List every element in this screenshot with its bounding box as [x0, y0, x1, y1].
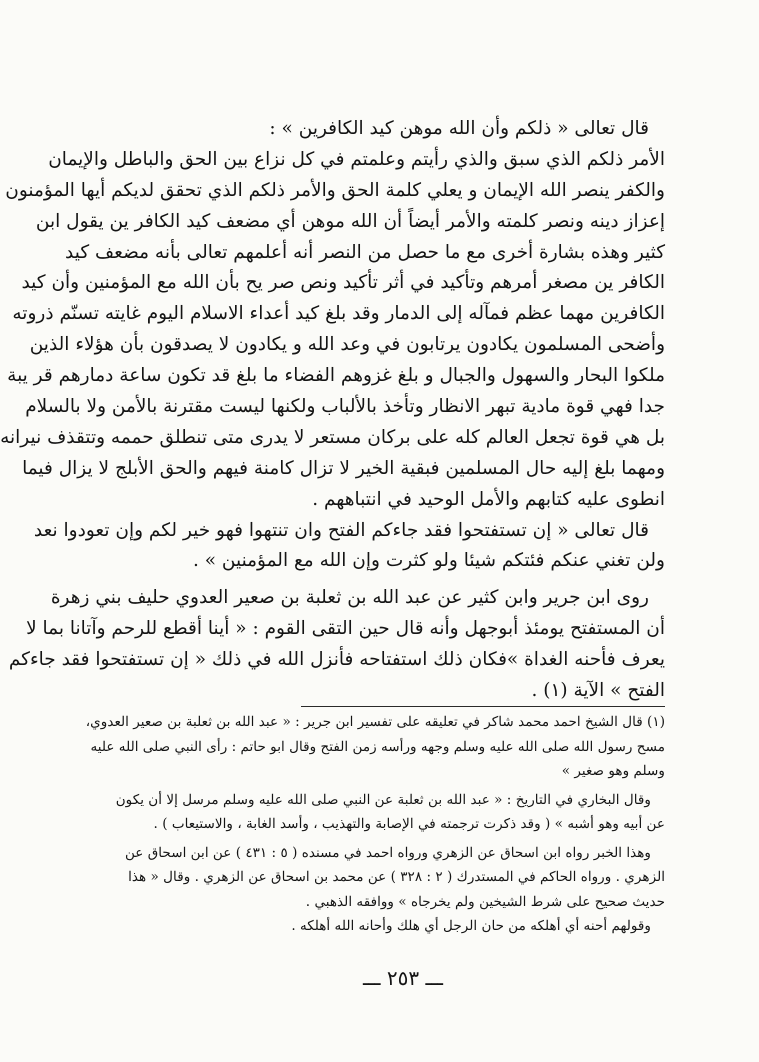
text-line: روى ابن جرير وابن كثير عن عبد الله بن ثعلبة بن صعير العدوي حليف بني زهرة	[50, 587, 649, 609]
paragraph-verse-2	[33, 516, 665, 578]
text-line: كثير وهذه بشارة أخرى مع ما حصل من النصر أنه أعلمهم تعالى بأنه مضعف كيد	[65, 241, 665, 263]
verse-heading-line: قال تعالى « إن تستفتحوا فقد جاءكم الفتح وان تنتهوا فهو خير لكم وإن تعودوا نعد	[33, 519, 649, 541]
text-line: الكافر ين مصغر أمرهم وتأكيد في أثر تأكيد ونص صر يح بأن الله مع المؤمنين وأن كيد	[21, 272, 665, 294]
footnote-line: الزهري . ورواه الحاكم في المستدرك ( ٢ : ٣٢٨ ) عن محمد بن اسحاق عن الزهري . وقال « هذا	[128, 869, 665, 885]
text-line: الفتح » الآية (١) .	[531, 680, 665, 702]
paragraph-narration	[8, 583, 665, 707]
text-line: وأضحى المسلمون يكادون يرتابون في وعد الله و يكادون لا يصدقون بأن هؤلاء الذين	[29, 334, 665, 356]
footnote-line: وقال البخاري في التاريخ : « عبد الله بن ثعلبة عن النبي صلى الله عليه وسلم مرسل إلا أن يكون	[115, 791, 651, 808]
text-line: والكفر ينصر الله الإيمان و يعلي كلمة الحق والأمر ذلكم الذي تحقق لديكم أيها المؤمنون	[5, 179, 665, 201]
footnote-line: وهذا الخبر رواه ابن اسحاق عن الزهري ورواه احمد في مسنده ( ٥ : ٤٣١ ) عن ابن اسحاق عن	[124, 844, 651, 861]
text-line: ولن تغني عنكم فئتكم شيئا ولو كثرت وإن الله مع المؤمنين » .	[192, 550, 665, 572]
verse-heading-line: قال تعالى « ذلكم وأن الله موهن كيد الكافرين » :	[269, 118, 649, 139]
text-line: إعزاز دينه ونصر كلمته والأمر أيضاً أن الله موهن أي مضعف كيد الكافر ين يقول ابن	[35, 210, 665, 232]
text-line: يعرف فأحنه الغداة »فكان ذلك استفتاحه فأنزل الله في ذلك « إن تستفتحوا فقد جاءكم	[8, 649, 665, 671]
text-line: جدا فهي قوة مادية تبهر الانظار وتأخذ بالألباب ولكنها ليست مقترنة بالأمن ولا بالسلام	[25, 396, 665, 418]
text-line: الأمر ذلكم الذي سبق والذي رأيتم وعلمتم في كل نزاع بين الحق والباطل والإيمان	[48, 148, 665, 170]
footnotes	[85, 710, 665, 939]
paragraph-verse-1	[0, 114, 665, 516]
main-text	[0, 114, 665, 707]
footnote-line: وسلم وهو صغير »	[561, 763, 665, 779]
footnote-line: حديث صحيح على شرط الشيخين ولم يخرجاه » ووافقه الذهبي .	[305, 893, 665, 910]
text-line: الكافرين مهما عظم فمآله إلى الدمار وقد بلغ كيد أعداء الاسلام اليوم غايته تسنّم ذروته	[12, 303, 665, 325]
text-line: انطوى عليه كتابهم والأمل الوحيد في انتباههم .	[312, 488, 665, 510]
footnote-line: وقولهم أحنه أي أهلكه من حان الرجل أي هلك وأحانه الله أهلكه .	[291, 918, 651, 934]
text-line: ومهما بلغ إليه حال المسلمين فبقية الخير لا تزال كامنة فيهم والحق الأبلج لا يزال فيما	[22, 457, 665, 479]
footnote-line: عن أبيه وهو أشبه » ( وقد ذكرت ترجمته في الإصابة والتهذيب ، وأسد الغابة ، والاستيعاب ) .	[153, 816, 665, 832]
footnote-separator	[301, 706, 665, 707]
text-line: ملكوا البحار والسهول والجبال و بلغ غزوهم الفضاء ما بلغ قد تكون ساعة دمارهم قر يبة	[7, 365, 665, 387]
footnote-line: (١) قال الشيخ احمد محمد شاكر في تعليقه على تفسير ابن جرير : « عبد الله بن ثعلبة بن صعير العدوي،	[85, 714, 665, 730]
text-line: بل هي قوة تجعل العالم كله على بركان مستعر لا يدرى متى تنطلق حممه وتتقذف نيرانه	[0, 426, 665, 448]
footnote-line: مسح رسول الله صلى الله عليه وسلم وجهه ورأسه زمن الفتح وقال ابو حاتم : رأى النبي صلى الله عليه	[90, 738, 665, 755]
page-number: ـــ ٢٥٣ ـــ	[362, 966, 444, 990]
text-line: أن المستفتح يومئذ أبوجهل وأنه قال حين التقى القوم : « أينا أقطع للرحم وآتانا بما لا	[26, 618, 665, 640]
